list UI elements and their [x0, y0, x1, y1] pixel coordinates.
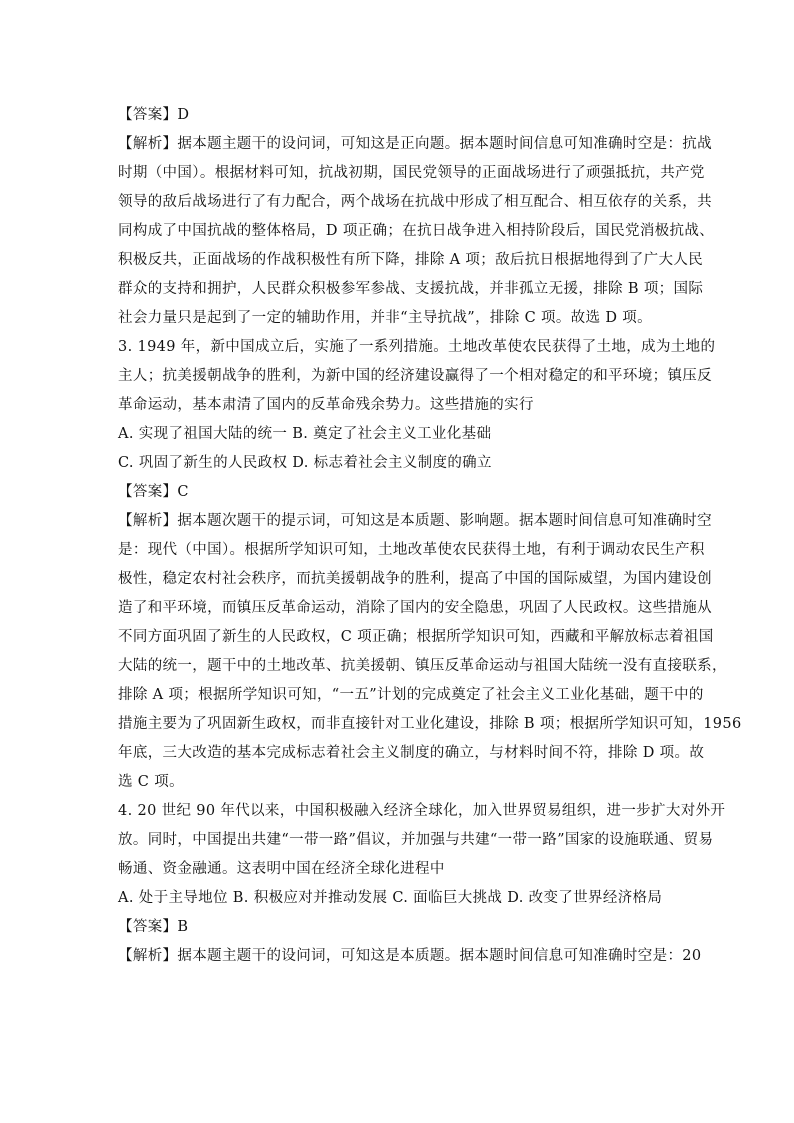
question-4-stem: 放。同时，中国提出共建“一带一路”倡议，并加强与共建“一带一路”国家的设施联通、贸易: [118, 832, 714, 848]
text-line: 不同方面巩固了新生的人民政权，C 项正确；根据所学知识可知，西藏和平解放标志着祖国: [118, 629, 714, 645]
answer-line-q4: 【答案】B: [118, 919, 189, 935]
text-line: 是：现代（中国）。根据所学知识可知，土地改革使农民获得土地，有利于调动农民生产积: [118, 542, 705, 558]
document-body: [118, 101, 742, 971]
text-line: 同构成了中国抗战的整体格局，D 项正确；在抗日战争进入相持阶段后，国民党消极抗战、: [118, 223, 715, 239]
text-line: 造了和平环境，而镇压反革命运动，消除了国内的安全隐患，巩固了人民政权。这些措施从: [118, 600, 712, 616]
question-3-options-ab: A. 实现了祖国大陆的统一 B. 奠定了社会主义工业化基础: [118, 426, 492, 442]
question-4-stem: 4. 20 世纪 90 年代以来，中国积极融入经济全球化，加入世界贸易组织，进一步扩大对外开: [118, 803, 726, 819]
text-line: 时期（中国）。根据材料可知，抗战初期，国民党领导的正面战场进行了顽强抵抗，共产党: [118, 165, 705, 181]
question-3-stem: 主人；抗美援朝战争的胜利，为新中国的经济建设赢得了一个相对稳定的和平环境；镇压反: [118, 368, 712, 384]
question-4-options: A. 处于主导地位 B. 积极应对并推动发展 C. 面临巨大挑战 D. 改变了世界经济格局: [118, 890, 663, 906]
text-line: 选 C 项。: [118, 774, 184, 790]
text-line: 极性，稳定农村社会秩序，而抗美援朝战争的胜利，提高了中国的国际威望，为国内建设创: [118, 571, 712, 587]
text-line: 积极反共，正面战场的作战积极性有所下降，排除 A 项；敌后抗日根据地得到了广大人民: [118, 252, 704, 268]
question-3-stem: 3. 1949 年，新中国成立后，实施了一系列措施。土地改革使农民获得了土地，成为土地的: [118, 339, 716, 355]
question-3-stem: 革命运动，基本肃清了国内的反革命残余势力。这些措施的实行: [118, 397, 534, 413]
question-4-stem: 畅通、资金融通。这表明中国在经济全球化进程中: [118, 861, 445, 877]
analysis-line: 【解析】据本题主题干的设问词，可知这是正向题。据本题时间信息可知准确时空是：抗战: [118, 136, 713, 152]
text-line: 群众的支持和拥护，人民群众积极参军参战、支援抗战，并非孤立无援，排除 B 项；国际: [118, 281, 704, 297]
text-line: 排除 A 项；根据所学知识可知，“一五”计划的完成奠定了社会主义工业化基础，题干中的: [118, 687, 704, 703]
answer-line-q3: 【答案】C: [118, 484, 189, 500]
text-line: 年底，三大改造的基本完成标志着社会主义制度的确立，与材料时间不符，排除 D 项。故: [118, 745, 705, 761]
analysis-line: 【解析】据本题次题干的提示词，可知这是本质题、影响题。据本题时间信息可知准确时空: [118, 513, 713, 529]
text-line: 社会力量只是起到了一定的辅助作用，并非“主导抗战”，排除 C 项。故选 D 项。: [118, 310, 652, 326]
text-line: 大陆的统一，题干中的土地改革、抗美援朝、镇压反革命运动与祖国大陆统一没有直接联系，: [118, 658, 727, 674]
answer-line-q2: 【答案】D: [118, 107, 190, 123]
text-line: 领导的敌后战场进行了有力配合，两个战场在抗战中形成了相互配合、相互依存的关系，共: [118, 194, 712, 210]
analysis-line: 【解析】据本题主题干的设问词，可知这是本质题。据本题时间信息可知准确时空是：20: [118, 948, 702, 964]
question-3-options-cd: C. 巩固了新生的人民政权 D. 标志着社会主义制度的确立: [118, 455, 492, 471]
text-line: 措施主要为了巩固新生政权，而非直接针对工业化建设，排除 B 项；根据所学知识可知，1956: [118, 716, 742, 732]
